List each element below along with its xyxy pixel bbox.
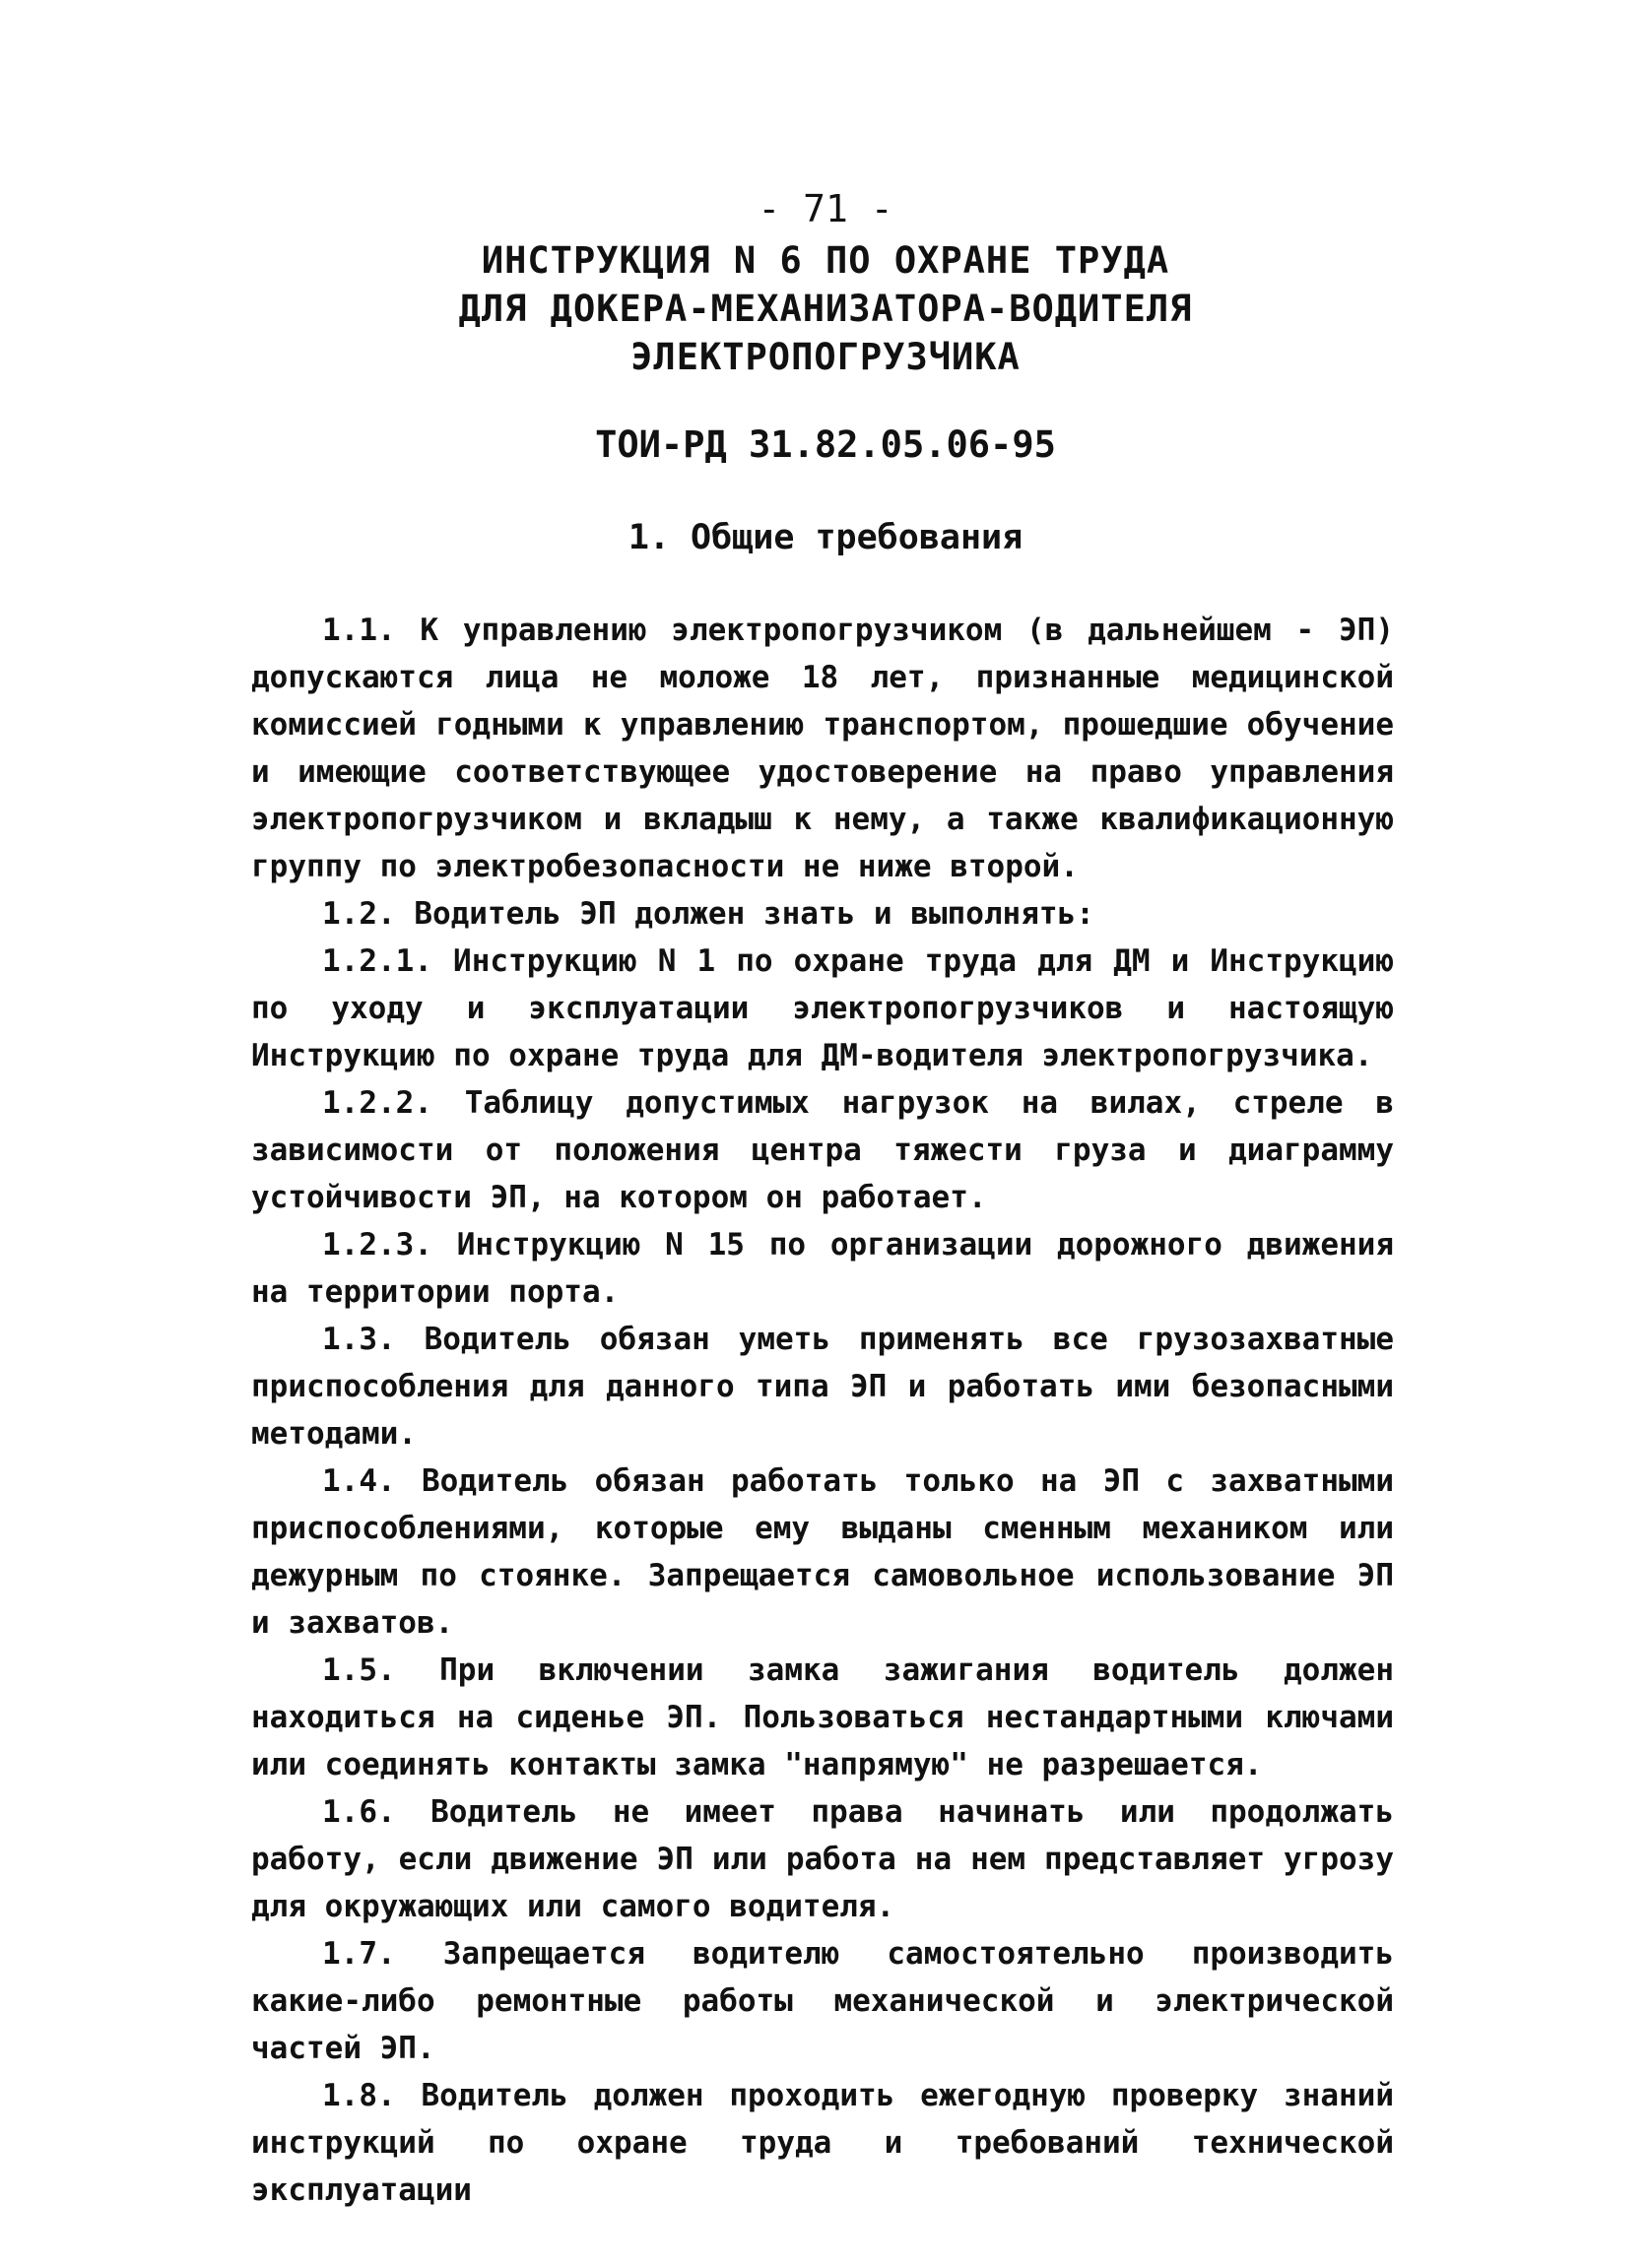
paragraph-1-2-3: 1.2.3. Инструкцию N 15 по организации дорожного движения на территории порта. bbox=[251, 1227, 1394, 1310]
paragraph-1-4: 1.4. Водитель обязан работать только на ЭП с захватными приспособлениями, которые ему выданы сменным механиком или дежурным по стоянке. Запрещается самовольное использование ЭП и захватов. bbox=[251, 1463, 1394, 1641]
section-heading: 1. Общие требования bbox=[627, 518, 1024, 557]
document-code: ТОИ-РД 31.82.05.06-95 bbox=[595, 423, 1056, 466]
paragraph-1-2-2: 1.2.2. Таблицу допустимых нагрузок на вилах, стреле в зависимости от положения центра тяжести груза и диаграмму устойчивости ЭП, на котором он работает. bbox=[251, 1085, 1394, 1215]
paragraph-1-7: 1.7. Запрещается водителю самостоятельно производить какие-либо ремонтные работы механической и электрической частей ЭП. bbox=[251, 1936, 1394, 2066]
paragraph-1-6: 1.6. Водитель не имеет права начинать или продолжать работу, если движение ЭП или работа на нем представляет угрозу для окружающих или самого водителя. bbox=[251, 1794, 1394, 1924]
paragraph-1-3: 1.3. Водитель обязан уметь применять все грузозахватные приспособления для данного типа ЭП и работать ими безопасными методами. bbox=[251, 1322, 1394, 1452]
page-number: - 71 - bbox=[758, 187, 893, 230]
paragraph-1-8: 1.8. Водитель должен проходить ежегодную проверку знаний инструкций по охране труда и требований технической эксплуатации bbox=[251, 2078, 1394, 2208]
paragraph-1-1: 1.1. К управлению электропогрузчиком (в дальнейшем - ЭП) допускаются лица не моложе 18 лет, признанные медицинской комиссией годными к управлению транспортом, прошедшие обучение и имеющие соответствующее удостоверение на право управления электропогрузчиком и вкладыш к нему, а также квалификационную группу по электробезопасности не ниже второй. bbox=[251, 613, 1394, 884]
paragraph-1-2-1: 1.2.1. Инструкцию N 1 по охране труда для ДМ и Инструкцию по уходу и эксплуатации электропогрузчиков и настоящую Инструкцию по охране труда для ДМ-водителя электропогрузчика. bbox=[251, 943, 1394, 1073]
instruction-title-line-3: ЭЛЕКТРОПОГРУЗЧИКА bbox=[630, 336, 1021, 378]
section-body bbox=[251, 607, 1394, 2214]
paragraph-1-5: 1.5. При включении замка зажигания водитель должен находиться на сиденье ЭП. Пользоваться нестандартными ключами или соединять контакты замка "напрямую" не разрешается. bbox=[251, 1652, 1394, 1782]
instruction-title-line-1: ИНСТРУКЦИЯ N 6 ПО ОХРАНЕ ТРУДА bbox=[481, 239, 1170, 282]
paragraph-1-2: 1.2. Водитель ЭП должен знать и выполнять: bbox=[322, 896, 1094, 932]
instruction-title-line-2: ДЛЯ ДОКЕРА-МЕХАНИЗАТОРА-ВОДИТЕЛЯ bbox=[458, 288, 1193, 330]
